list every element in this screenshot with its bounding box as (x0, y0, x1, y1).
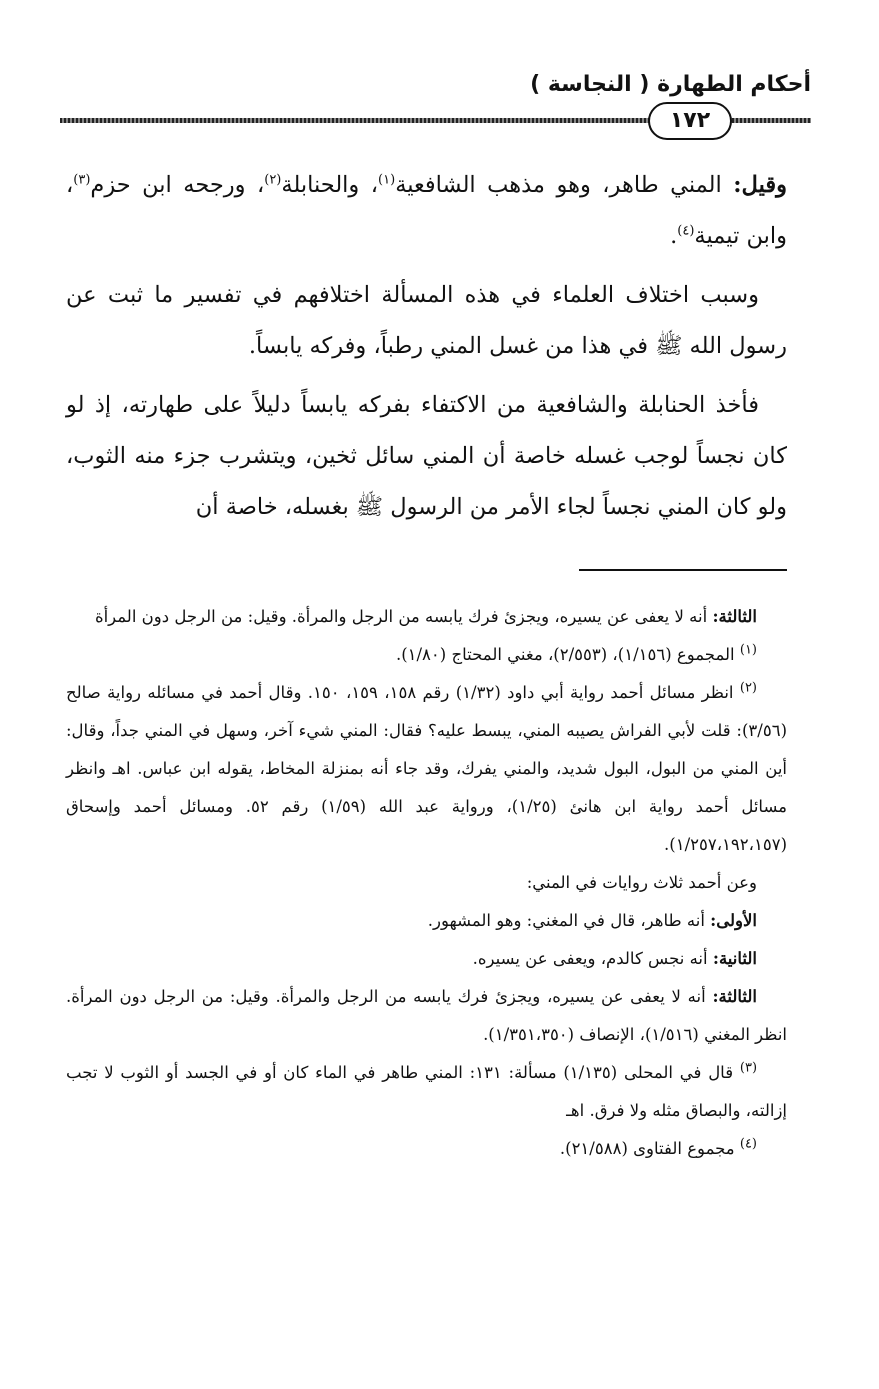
footnote-4-number: (٤) (739, 1136, 757, 1152)
label-first: الأولى: (710, 911, 757, 930)
narration-third (66, 978, 787, 1054)
footnote-ref-3: (٣) (73, 172, 91, 188)
narration-third-text: أنه لا يعفى عن يسيره، ويجزئ فرك يابسه من الرجل والمرأة. وقيل: من الرجل دون المرأة. انظر المغني (١/٥١٦)، الإنصاف (١/٣٥١،٣٥٠). (66, 987, 787, 1044)
footnote-separator (579, 569, 787, 571)
page-header (60, 72, 811, 132)
footnotes (66, 598, 787, 1168)
running-title: أحكام الطهارة ( النجاسة ) (530, 72, 811, 97)
p1-text-a: المني طاهر، وهو مذهب الشافعية (395, 172, 734, 198)
footnote-4 (66, 1130, 787, 1168)
footnote-ref-1: (١) (378, 172, 396, 188)
narration-first-text: أنه طاهر، قال في المغني: وهو المشهور. (427, 911, 711, 930)
footnote-continuation-text: أنه لا يعفى عن يسيره، ويجزئ فرك يابسه من الرجل والمرأة. وقيل: من الرجل دون المرأة (94, 607, 713, 626)
narration-second (66, 940, 787, 978)
paragraph-1 (66, 160, 787, 262)
footnote-3-number: (٣) (739, 1060, 758, 1076)
page-number: ١٧٢ (648, 102, 732, 140)
footnote-1-text: المجموع (١/١٥٦)، (٢/٥٥٣)، مغني المحتاج (١/٨٠). (395, 645, 740, 664)
lead-word: وقيل: (733, 172, 787, 198)
footnote-1-number: (١) (739, 642, 757, 658)
footnote-4-text: مجموع الفتاوى (٢١/٥٨٨). (559, 1139, 740, 1158)
label-third: الثالثة: (712, 607, 757, 626)
footnote-ref-4: (٤) (677, 223, 695, 239)
footnote-1 (66, 636, 787, 674)
label-second: الثانية: (712, 949, 757, 968)
footnote-2-text: انظر مسائل أحمد رواية أبي داود (١/٣٢) رقم ١٥٨، ١٥٩، ١٥٠. وقال أحمد في مسائله رواية صالح (٣/٥٦): قلت لأبي الفراش يصيبه المني، يبسط عليه؟ فقال: المني شيء آخر، وسهل في المني جداً، وقال: أين المني من البول، البول شديد، والمني يفرك، وقد جاء أنه بمنزلة المخاط، يقوله ابن عباس. اهـ وانظر مسائل أحمد رواية ابن هانئ (١/٢٥)، ورواية عبد الله (١/٥٩) رقم ٥٢. ومسائل أحمد وإسحاق (١/٢٥٧،١٩٢،١٥٧). (66, 683, 788, 854)
p1-text-c: ، ورجحه ابن حزم (90, 172, 265, 198)
main-text (66, 160, 787, 541)
p1-text-e: . (670, 223, 678, 249)
footnote-3 (66, 1054, 787, 1130)
footnote-2-intro: وعن أحمد ثلاث روايات في المني: (526, 873, 757, 892)
narration-second-text: أنه نجس كالدم، ويعفى عن يسيره. (472, 949, 713, 968)
p1-text-b: ، والحنابلة (281, 172, 379, 198)
footnote-continuation (66, 598, 787, 636)
footnote-2 (66, 674, 787, 864)
footnote-2-number: (٢) (739, 680, 757, 696)
footnote-ref-2: (٢) (264, 172, 282, 188)
paragraph-3: فأخذ الحنابلة والشافعية من الاكتفاء بفركه يابساً دليلاً على طهارته، إذ لو كان نجساً لوجب غسله خاصة أن المني سائل ثخين، ويتشرب جزء منه الثوب، ولو كان المني نجساً لجاء الأمر من الرسول ﷺ بغسله، خاصة أن (66, 392, 787, 520)
p1-text-d: ، وابن تيمية (66, 172, 787, 249)
footnote-3-text: قال في المحلى (١/١٣٥) مسألة: ١٣١: المني طاهر في الماء كان أو في الجسد أو الثوب لا تجب إزالته، والبصاق مثله ولا فرق. اهـ (66, 1063, 787, 1120)
label-third-2: الثالثة: (712, 987, 757, 1006)
narration-first (66, 902, 787, 940)
paragraph-2: وسبب اختلاف العلماء في هذه المسألة اختلافهم في تفسير ما ثبت عن رسول الله ﷺ في هذا من غسل المني رطباً، وفركه يابساً. (66, 282, 787, 359)
